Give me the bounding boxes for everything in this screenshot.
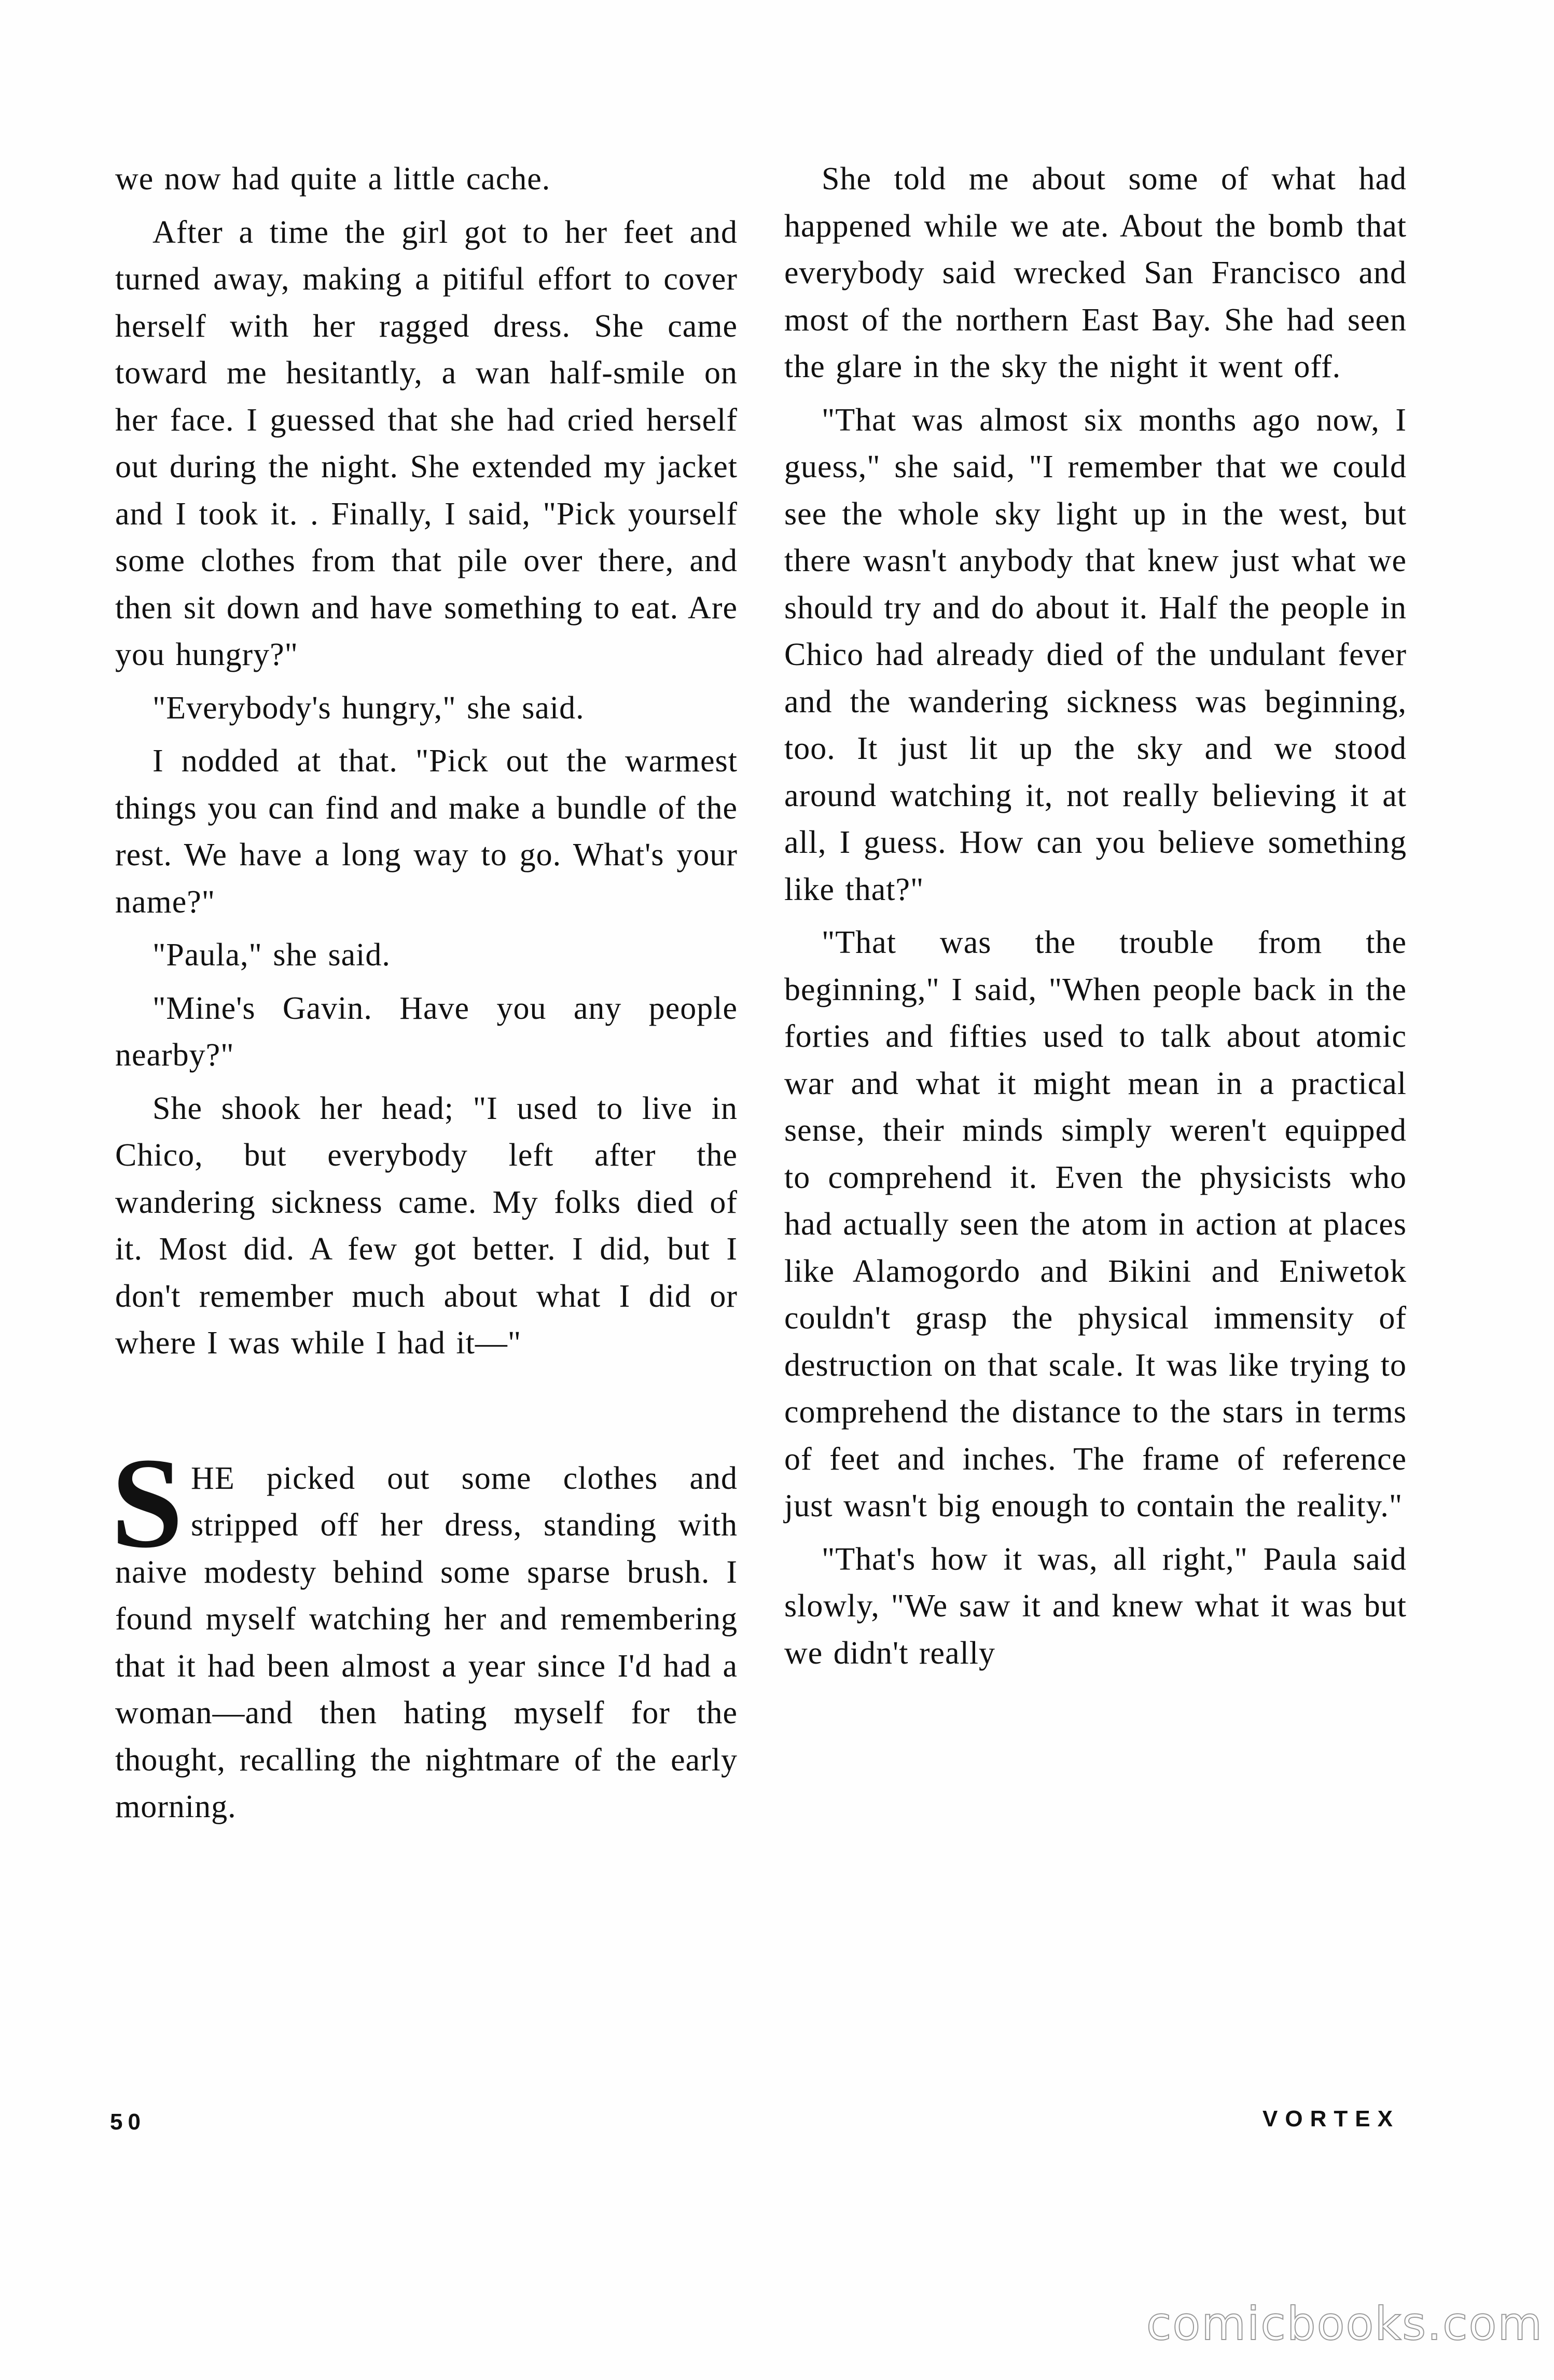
section-paragraph [111,1431,738,1831]
page-number: 50 [110,2109,146,2135]
drop-cap: S [111,1431,184,1575]
paragraph: "Paula," she said. [152,937,391,973]
section-text: HE picked out some clothes and stripped off her dress, standing with naive modesty behind some sparse brush. I found myself watching her and remembering that it had been almost a year since I'd had a woman—and then hating myself for the thought, recalling the nightmare of the early morning. [115,1460,738,1824]
right-column [784,156,1407,1683]
paragraph: She shook her head; "I used to live in Chico, but everybody left after the wandering sickness came. My folks died of it. Most did. A few got better. I did, but I don't remember much about what I did or where I was while I had it—" [115,1090,738,1361]
paragraph: "Everybody's hungry," she said. [152,690,585,726]
paragraph: we now had quite a little cache. [115,161,551,197]
watermark: comicbooks.com [1146,2297,1544,2350]
paragraph: "That was the trouble from the beginning," I said, "When people back in the forties and fifties used to talk about atomic war and what it might mean in a practical sense, their minds simply weren't equipped to comprehend it. Even the physicists who had actually seen the atom in action at places like Alamogordo and Bikini and Eniwetok couldn't grasp the physical immensity of destruction on that scale. It was like trying to comprehend the distance to the stars in terms of feet and inches. The frame of reference just wasn't big enough to contain the reality." [784,925,1407,1524]
magazine-name: VORTEX [1262,2106,1400,2132]
left-column [111,156,738,1837]
paragraph: "That's how it was, all right," Paula said slowly, "We saw it and knew what it was but we didn't really [784,1541,1407,1671]
paragraph: "That was almost six months ago now, I guess," she said, "I remember that we could see the whole sky light up in the west, but there wasn't anybody that knew just what we should try and do about it. Half the people in Chico had already died of the undulant fever and the wandering sickness was beginning, too. It just lit up the sky and we stood around watching it, not really believing it at all, I guess. How can you believe something like that?" [784,402,1407,907]
paragraph: She told me about some of what had happened while we ate. About the bomb that everybody said wrecked San Francisco and most of the northern East Bay. She had seen the glare in the sky the night it went off. [784,161,1407,384]
paragraph: After a time the girl got to her feet and turned away, making a pitiful effort to cover herself with her ragged dress. She came toward me hesitantly, a wan half-smile on her face. I guessed that she had cried herself out during the night. She extended my jacket and I took it. . Finally, I said, "Pick yourself some clothes from that pile over there, and then sit down and have something to eat. Are you hungry?" [115,214,738,672]
paragraph: I nodded at that. "Pick out the warmest things you can find and make a bundle of the rest. We have a long way to go. What's your name?" [115,743,738,920]
paragraph: "Mine's Gavin. Have you any people nearby?" [115,990,738,1073]
